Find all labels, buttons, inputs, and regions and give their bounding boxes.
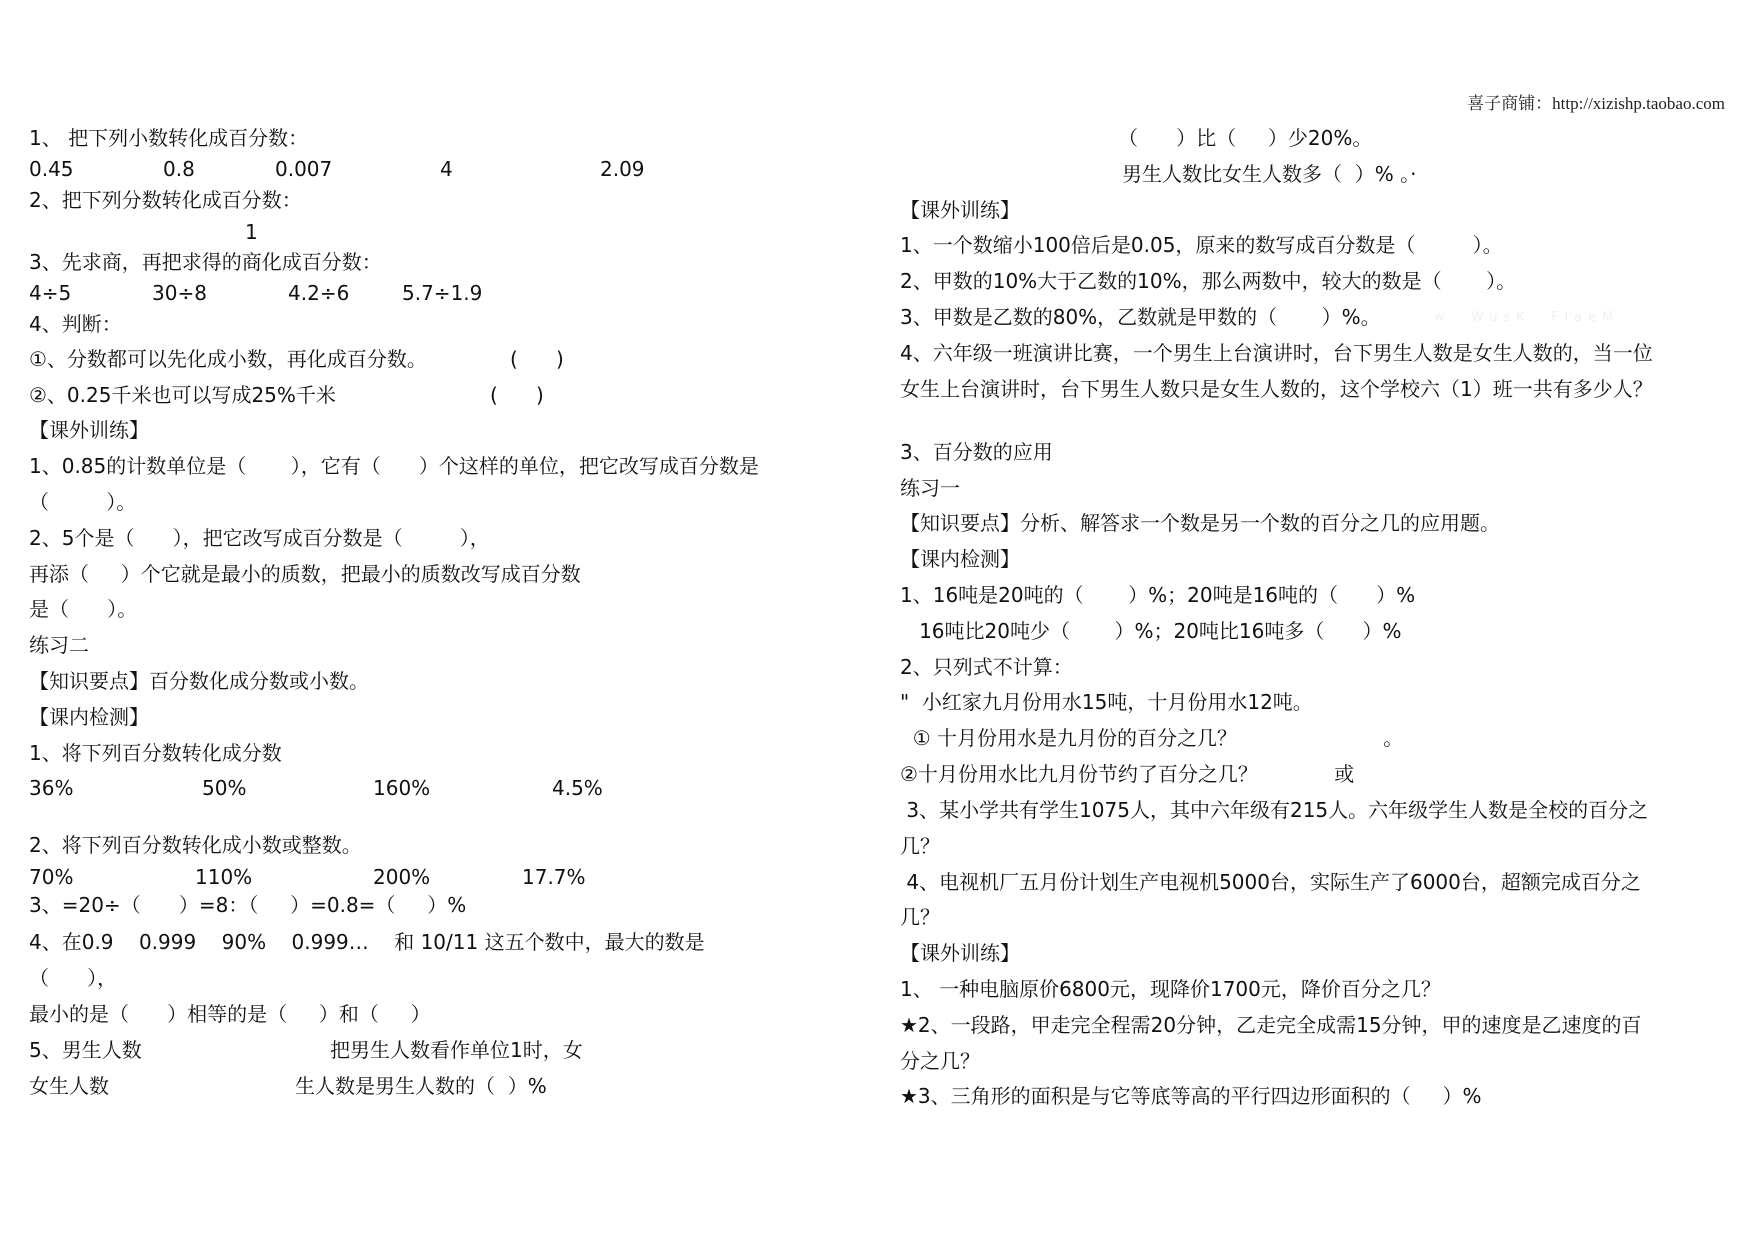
- knowledge-point: 【知识要点】分析、解答求一个数是另一个数的百分之几的应用题。: [900, 511, 1500, 535]
- extra2-line: 分之几？: [900, 1049, 980, 1073]
- inclass-line: 几？: [900, 905, 940, 929]
- p2-q4-line: 4、在0.9 0.999 90% 0.999… 和 10/11 这五个数中，最大的数是: [29, 930, 705, 954]
- continued-line: 男生人数比女生人数多（ ）% 。·: [1122, 162, 1417, 186]
- q3-value: 4÷5: [29, 281, 72, 305]
- judge-blank-1[interactable]: ( ): [510, 347, 564, 371]
- q1-value: 0.007: [275, 157, 333, 181]
- extra-line: （ ）。: [29, 490, 137, 514]
- q1-title: 1、 把下列小数转化成百分数：: [29, 126, 309, 150]
- q3-value: 30÷8: [152, 281, 207, 305]
- extra-line: 2、甲数的10%大于乙数的10%，那么两数中，较大的数是（ ）。: [900, 269, 1517, 293]
- q1-value: 4: [440, 157, 453, 181]
- p2-q5-label-girls: 女生人数: [29, 1074, 109, 1098]
- extra-line: 3、甲数是乙数的80%，乙数就是甲数的（ ）%。: [900, 305, 1381, 329]
- q2-fraction-value: 1: [245, 220, 258, 244]
- extra-training-heading-2: 【课外训练】: [900, 941, 1020, 965]
- inclass-line: 2、只列式不计算：: [900, 655, 1073, 679]
- p2-q2-value: 200%: [373, 865, 431, 889]
- section-title: 3、百分数的应用: [900, 440, 1053, 464]
- knowledge-point: 【知识要点】百分数化成分数或小数。: [29, 669, 369, 693]
- judge-blank-2[interactable]: ( ): [490, 383, 544, 407]
- extra-line: 是（ ）。: [29, 597, 138, 621]
- extra-line: 4、六年级一班演讲比赛，一个男生上台演讲时，台下男生人数是女生人数的，当一位: [900, 341, 1653, 365]
- q1-value: 0.45: [29, 157, 74, 181]
- p2-q1-title: 1、将下列百分数转化成分数: [29, 741, 282, 765]
- p2-q1-value: 36%: [29, 776, 74, 800]
- extra-line: 1、0.85的计数单位是（ ），它有（ ）个这样的单位，把它改写成百分数是: [29, 454, 759, 478]
- q2-title: 2、把下列分数转化成百分数：: [29, 188, 302, 212]
- inclass-line: 4、电视机厂五月份计划生产电视机5000台，实际生产了6000台，超额完成百分之: [900, 870, 1641, 894]
- extra-line: 女生上台演讲时，台下男生人数只是女生人数的，这个学校六（1）班一共有多少人？: [900, 377, 1653, 401]
- p2-q1-value: 50%: [202, 776, 247, 800]
- p2-q5-label-boys: 5、男生人数: [29, 1038, 142, 1062]
- inclass-line: ① 十月份用水是九月份的百分之几？ 。: [900, 726, 1404, 750]
- q4-title: 4、判断：: [29, 312, 122, 336]
- p2-q3: 3、=20÷（ ）=8：（ ）=0.8=（ ）%: [29, 893, 467, 917]
- judge-item-2: ②、0.25千米也可以写成25%千米: [29, 383, 336, 407]
- q3-value: 4.2÷6: [288, 281, 350, 305]
- q3-title: 3、先求商，再把求得的商化成百分数：: [29, 250, 382, 274]
- p2-q5-text: 生人数是男生人数的（ ）%: [295, 1074, 547, 1098]
- q1-value: 0.8: [163, 157, 195, 181]
- inclass-line: 16吨比20吨少（ ）%；20吨比16吨多（ ）%: [900, 619, 1402, 643]
- extra-training-heading: 【课外训练】: [29, 418, 149, 442]
- extra-line: 2、5个是（ ），把它改写成百分数是（ ），: [29, 526, 490, 550]
- inclass-line: 3、某小学共有学生1075人，其中六年级有215人。六年级学生人数是全校的百分之: [900, 798, 1649, 822]
- q3-value: 5.7÷1.9: [402, 281, 483, 305]
- p2-q2-value: 110%: [195, 865, 253, 889]
- p2-q4-line: 最小的是（ ）相等的是（ ）和（ ）: [29, 1002, 431, 1026]
- continued-line: （ ）比（ ）少20%。: [1118, 126, 1373, 150]
- inclass-line: 1、16吨是20吨的（ ）%；20吨是16吨的（ ）%: [900, 583, 1416, 607]
- p2-q2-title: 2、将下列百分数转化成小数或整数。: [29, 833, 362, 857]
- inclass-heading: 【课内检测】: [900, 547, 1020, 571]
- extra-line: 1、一个数缩小100倍后是0.05，原来的数写成百分数是（ ）。: [900, 233, 1503, 257]
- extra2-line: 1、 一种电脑原价6800元，现降价1700元，降价百分之几？: [900, 977, 1441, 1001]
- extra2-line: ★2、一段路，甲走完全程需20分钟，乙走完全成需15分钟，甲的速度是乙速度的百: [900, 1013, 1642, 1037]
- q1-value: 2.09: [600, 157, 645, 181]
- shop-header: 喜子商铺：http://xizishp.taobao.com: [1467, 94, 1725, 113]
- p2-q1-value: 160%: [373, 776, 431, 800]
- extra-training-heading: 【课外训练】: [900, 198, 1020, 222]
- judge-item-1: ①、分数都可以先化成小数，再化成百分数。: [29, 347, 427, 371]
- inclass-line: " 小红家九月份用水15吨，十月份用水12吨。: [900, 690, 1313, 714]
- practice-2-title: 练习二: [29, 633, 89, 657]
- p2-q2-value: 17.7%: [522, 865, 586, 889]
- extra-line: 再添（ ）个它就是最小的质数，把最小的质数改写成百分数: [29, 562, 581, 586]
- inclass-heading: 【课内检测】: [29, 705, 149, 729]
- faint-watermark: w WusK FlaeM: [1434, 310, 1620, 325]
- inclass-line: ②十月份用水比九月份节约了百分之几？ 或: [900, 762, 1355, 786]
- practice-1-title: 练习一: [900, 476, 960, 500]
- p2-q1-value: 4.5%: [552, 776, 603, 800]
- extra2-line: ★3、三角形的面积是与它等底等高的平行四边形面积的（ ）%: [900, 1084, 1482, 1108]
- p2-q4-line: （ ），: [29, 966, 118, 990]
- p2-q5-text: 把男生人数看作单位1时，女: [330, 1038, 583, 1062]
- inclass-line: 几？: [900, 834, 940, 858]
- p2-q2-value: 70%: [29, 865, 74, 889]
